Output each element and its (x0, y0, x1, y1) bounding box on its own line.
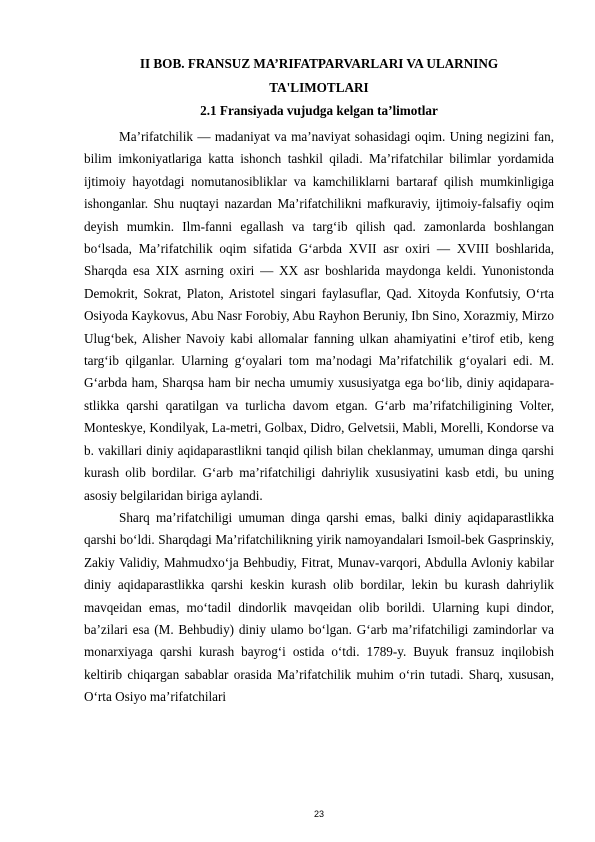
section-title: 2.1 Fransiyada vujudga kelgan ta’limotlar (200, 103, 438, 118)
body-text (84, 126, 554, 709)
chapter-title-line-2: TA'LIMOTLARI (269, 80, 369, 95)
page-number: 23 (313, 809, 324, 819)
chapter-title-line-1: II BOB. FRANSUZ MA’RIFATPARVARLARI VA ULARNING (139, 56, 499, 71)
paragraph: Ma’rifatchilik — madaniyat va ma’naviyat sohasidagi oqim. Uning negizini fan, bilim imkoniyatlariga katta ishonch tashkil qiladi. Ma’rifatchilar bilimlar yordamida ijtimoiy hayotdagi nomutanosibliklar va kamchiliklarni bartaraf qilish mumkinligiga ishonganlar. Shu nuqtayi nazardan Ma’rifatchilikni mafkuraviy, ijtimoiy-falsafiy oqim deyish mumkin. Ilm-fanni egallash va targ‘ib qilish qad. zamonlarda boshlangan bo‘lsada, Ma’rifatchilik oqim sifatida G‘arbda XVII asr oxiri — XVIII boshlarida, Sharqda esa XIX asrning oxiri — XX asr boshlarida maydonga keldi. Yunonistonda Demokrit, Sokrat, Platon, Aristotel singari faylasuflar, Qad. Xitoyda Konfutsiy, O‘rta Osiyoda Kaykovus, Abu Nasr Forobiy, Abu Rayhon Beruniy, Ibn Sino, Xorazmiy, Mirzo Ulug‘bek, Alisher Navoiy kabi allomalar fanning ulkan ahamiyatini e’tirof etib, keng targ‘ib qilganlar. Ularning g‘oyalari tom ma’nodagi Ma’rifatchilik g‘oyalari edi. M. G‘arbda ham, Sharqsa ham bir necha umumiy xususiyatga ega bo‘lib, diniy aqidapara-stlikka qarshi qaratilgan va turlicha davom etgan. G‘arb ma’rifatchiligining Volter, Monteskye, Kondilyak, La-metri, Golbax, Didro, Gelvetsii, Mabli, Morelli, Kondorse va b. vakillari diniy aqidaparastlikni tanqid qilish bilan cheklanmay, umuman dinga qarshi kurash olib bordilar. G‘arb ma’rifatchiligi dahriylik xususiyatini kasb etdi, bu uning asosiy belgilaridan biriga aylandi. (84, 129, 554, 503)
paragraph: Sharq ma’rifatchiligi umuman dinga qarshi emas, balki diniy aqidaparastlikka qarshi bo‘ldi. Sharqdagi Ma’rifatchilikning yirik namoyandalari Ismoil-bek Gasprinskiy, Zakiy Validiy, Mahmudxo‘ja Behbudiy, Fitrat, Munav-varqori, Abdulla Avloniy kabilar diniy aqidaparastlikka qarshi keskin kurash olib bordilar, lekin bu kurash dahriylik mavqeidan emas, mo‘tadil dindorlik mavqeidan olib borildi. Ularning kupi dindor, ba’zilari esa (M. Behbudiy) diniy ulamo bo‘lgan. G‘arb ma’rifatchiligi zamindorlar va monarxiyaga qarshi kurash bayrog‘i ostida o‘tdi. 1789-y. Buyuk fransuz inqilobish keltirib chiqargan sabablar orasida Ma’rifatchilik muhim o‘rin tutadi. Sharq, xususan, O‘rta Osiyo ma’rifatchilari (84, 509, 554, 705)
